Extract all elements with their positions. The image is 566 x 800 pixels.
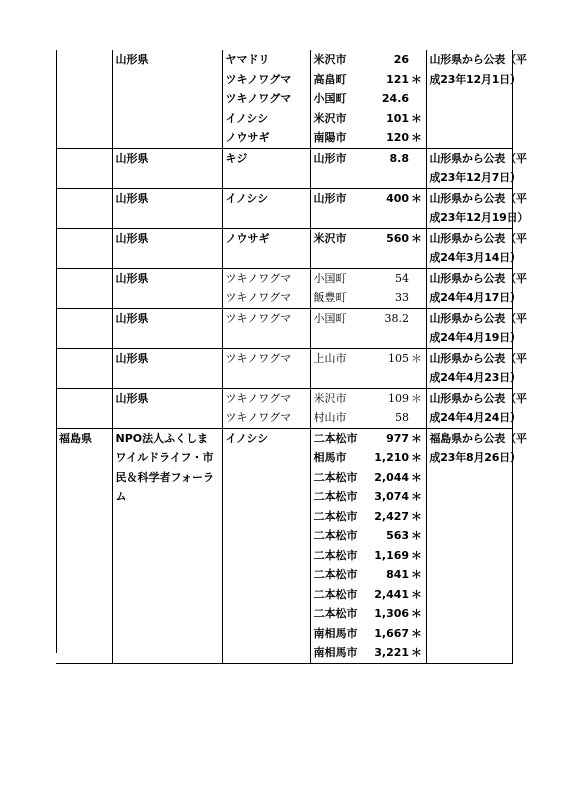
asterisk-mark: ＊ [411, 568, 423, 581]
source-note-cell [426, 308, 527, 348]
location-name: 米沢市 [313, 111, 347, 125]
source-note-line: 成23年12月19日） [429, 211, 529, 224]
prefecture-cell [56, 268, 112, 308]
location-name: 南相馬市 [313, 646, 358, 659]
source-note-line: 成24年3月14日） [429, 251, 521, 264]
location-value-entry [314, 526, 423, 546]
measured-value: 58 [395, 411, 410, 424]
organization-name: 山形県 [115, 311, 149, 325]
species-name: ツキノワグマ [225, 311, 292, 325]
asterisk-mark [409, 50, 422, 70]
location-value-cell [310, 50, 426, 148]
radiation-survey-table [56, 50, 529, 664]
location-value-cell [310, 268, 426, 308]
measured-value: 54 [395, 271, 410, 285]
asterisk-mark: ＊ [411, 431, 423, 445]
location-name: 二本松市 [313, 509, 358, 523]
species-cell [222, 50, 310, 148]
prefecture-cell [56, 308, 112, 348]
species-name: ツキノワグマ [225, 291, 292, 304]
asterisk-mark [409, 288, 422, 308]
species-name: イノシシ [225, 431, 269, 445]
species-cell [222, 428, 310, 663]
location-value-cell [310, 428, 426, 663]
species-name: ツキノワグマ [225, 391, 292, 405]
location-value-entry [314, 128, 423, 148]
measured-value: 1,667 [374, 626, 410, 640]
organization-name: 山形県 [115, 271, 149, 285]
location-name: 南陽市 [313, 131, 347, 144]
location-name: 二本松市 [313, 607, 358, 620]
measured-value: 33 [395, 291, 410, 304]
prefecture-cell [56, 188, 112, 228]
location-value-entry [314, 288, 423, 308]
measured-value: 400 [386, 191, 410, 205]
organization-cell [112, 308, 222, 348]
prefecture-cell [56, 228, 112, 268]
species-name: ツキノワグマ [225, 271, 292, 285]
location-name: 二本松市 [313, 431, 358, 445]
source-note-line: 山形県から公表（平 [429, 351, 527, 365]
location-name: 米沢市 [313, 231, 347, 245]
source-note-line: 山形県から公表（平 [429, 311, 527, 325]
location-value-entry [314, 109, 423, 129]
location-value-entry [314, 269, 423, 289]
asterisk-mark: ＊ [411, 587, 423, 601]
prefecture-cell [56, 428, 112, 663]
species-cell [222, 308, 310, 348]
location-value-entry [314, 468, 423, 488]
source-note-line: 山形県から公表（平 [429, 191, 527, 205]
species-cell [222, 188, 310, 228]
table-row [56, 228, 512, 268]
location-value-entry [314, 408, 423, 428]
location-name: 高畠町 [313, 72, 347, 86]
asterisk-mark: ＊ [411, 490, 423, 503]
table-row [56, 188, 512, 228]
asterisk-mark: ＊ [411, 470, 423, 484]
asterisk-mark: ＊ [411, 72, 423, 86]
measured-value: 24.6 [381, 92, 410, 105]
location-name: 山形市 [313, 191, 347, 205]
location-name: 二本松市 [313, 529, 358, 542]
asterisk-mark [409, 269, 422, 289]
asterisk-mark [409, 408, 422, 428]
location-name: 小国町 [313, 311, 347, 325]
source-note-cell [426, 188, 529, 228]
organization-name: 山形県 [115, 191, 149, 205]
species-cell [222, 228, 310, 268]
location-value-entry [314, 546, 423, 566]
asterisk-mark: ＊ [411, 646, 423, 659]
location-value-entry [314, 70, 423, 90]
table-row [56, 348, 512, 388]
asterisk-mark [409, 149, 422, 169]
measured-value: 841 [386, 568, 410, 581]
asterisk-mark [409, 89, 422, 109]
table-row [56, 268, 512, 308]
location-value-cell [310, 308, 426, 348]
species-name: ツキノワグマ [225, 411, 292, 424]
prefecture-name: 福島県 [59, 431, 92, 445]
measured-value: 563 [386, 529, 410, 542]
location-value-entry [314, 389, 423, 409]
asterisk-mark: ＊ [411, 607, 423, 620]
species-cell [222, 348, 310, 388]
organization-name: NPO法人ふくしまワイルドライフ・市民＆科学者フォーラム [115, 431, 214, 503]
source-note-line: 山形県から公表（平 [429, 151, 527, 165]
source-note-cell [426, 228, 527, 268]
location-value-entry [314, 643, 423, 663]
location-value-entry [314, 624, 423, 644]
measured-value: 3,221 [374, 646, 410, 659]
measured-value: 2,427 [374, 509, 410, 523]
measured-value: 3,074 [374, 490, 410, 503]
species-name: ノウサギ [225, 131, 270, 144]
asterisk-mark: ＊ [411, 548, 423, 562]
species-name: キジ [225, 151, 248, 165]
measured-value: 121 [386, 72, 410, 86]
source-note-line: 成24年4月24日） [429, 411, 521, 424]
measured-value: 120 [386, 131, 410, 144]
species-name: ツキノワグマ [225, 92, 292, 105]
organization-cell [112, 388, 222, 428]
location-value-entry [314, 309, 423, 329]
measured-value: 1,306 [374, 607, 410, 620]
source-note-cell [426, 268, 527, 308]
table-row [56, 428, 512, 663]
asterisk-mark: ＊ [411, 509, 423, 523]
species-cell [222, 388, 310, 428]
measured-value: 560 [386, 231, 410, 245]
source-note-line: 福島県から公表（平 [429, 431, 527, 445]
species-name: ヤマドリ [225, 53, 270, 66]
location-value-entry [314, 429, 423, 449]
location-name: 山形市 [313, 151, 347, 165]
location-value-entry [314, 585, 423, 605]
location-value-cell [310, 188, 426, 228]
organization-name: 山形県 [115, 351, 149, 365]
location-name: 飯豊町 [313, 291, 347, 304]
location-name: 米沢市 [313, 53, 347, 66]
measured-value: 8.8 [389, 151, 410, 165]
measured-value: 26 [393, 53, 410, 66]
source-note-line: 成24年4月23日） [429, 371, 521, 384]
source-note-line: 成24年4月19日） [429, 331, 521, 344]
location-value-entry [314, 50, 423, 70]
location-value-entry [314, 604, 423, 624]
location-name: 二本松市 [313, 470, 358, 484]
asterisk-mark [409, 309, 422, 329]
location-value-cell [310, 148, 426, 188]
table-row [56, 388, 512, 428]
location-name: 二本松市 [313, 490, 358, 503]
location-value-cell [310, 228, 426, 268]
asterisk-mark: ＊ [411, 191, 423, 205]
location-value-entry [314, 507, 423, 527]
source-note-cell [426, 148, 527, 188]
location-name: 上山市 [313, 351, 347, 365]
asterisk-mark: ＊ [411, 626, 423, 640]
organization-cell [112, 268, 222, 308]
location-name: 小国町 [313, 92, 347, 105]
species-name: イノシシ [225, 191, 269, 205]
location-name: 小国町 [313, 271, 347, 285]
species-name: イノシシ [225, 111, 269, 125]
measured-value: 105 [388, 351, 410, 365]
organization-name: 山形県 [115, 151, 149, 165]
species-name: ツキノワグマ [225, 351, 292, 365]
location-value-entry [314, 149, 423, 169]
species-cell [222, 268, 310, 308]
measured-value: 2,441 [374, 587, 410, 601]
asterisk-mark: ＊ [411, 529, 423, 542]
table-row [56, 308, 512, 348]
species-name: ツキノワグマ [225, 72, 292, 86]
location-value-entry [314, 189, 423, 209]
asterisk-mark: ＊ [411, 111, 423, 125]
asterisk-mark: ＊ [411, 391, 423, 405]
measured-value: 109 [388, 391, 410, 405]
source-note-line: 山形県から公表（平 [429, 271, 527, 285]
source-note-line: 成24年4月17日） [429, 291, 521, 304]
location-value-cell [310, 388, 426, 428]
location-name: 相馬市 [313, 451, 347, 464]
organization-cell [112, 348, 222, 388]
organization-name: 山形県 [115, 391, 149, 405]
prefecture-cell [56, 388, 112, 428]
source-note-cell [426, 50, 527, 148]
source-note-line: 成23年8月26日） [429, 451, 521, 464]
table-row [56, 50, 512, 148]
location-value-cell [310, 348, 426, 388]
location-value-entry [314, 565, 423, 585]
measured-value: 1,210 [374, 451, 410, 464]
organization-cell [112, 50, 222, 148]
organization-cell [112, 148, 222, 188]
source-note-line: 山形県から公表（平 [429, 53, 527, 66]
asterisk-mark: ＊ [411, 451, 423, 464]
source-note-line: 山形県から公表（平 [429, 231, 527, 245]
measured-value: 1,169 [374, 548, 410, 562]
asterisk-mark: ＊ [411, 131, 423, 144]
organization-name: 山形県 [115, 231, 149, 245]
asterisk-mark: ＊ [411, 351, 423, 365]
source-note-line: 成23年12月1日） [429, 72, 521, 86]
location-name: 二本松市 [313, 568, 358, 581]
location-name: 南相馬市 [313, 626, 358, 640]
location-value-entry [314, 487, 423, 507]
source-note-cell [426, 428, 527, 663]
location-value-entry [314, 229, 423, 249]
location-value-entry [314, 349, 423, 369]
table-row [56, 148, 512, 188]
measured-value: 101 [386, 111, 410, 125]
location-name: 村山市 [313, 411, 347, 424]
prefecture-cell [56, 148, 112, 188]
table-body [56, 50, 529, 663]
location-name: 二本松市 [313, 548, 358, 562]
source-note-line: 成23年12月7日） [429, 171, 521, 184]
species-name: ノウサギ [225, 231, 270, 245]
prefecture-cell [56, 50, 112, 148]
asterisk-mark: ＊ [411, 231, 423, 245]
organization-name: 山形県 [115, 53, 149, 66]
measured-value: 38.2 [384, 311, 410, 325]
source-note-line: 山形県から公表（平 [429, 391, 527, 405]
location-value-entry [314, 448, 423, 468]
source-note-cell [426, 388, 527, 428]
location-value-entry [314, 89, 423, 109]
measured-value: 2,044 [374, 470, 410, 484]
organization-cell [112, 188, 222, 228]
organization-cell [112, 228, 222, 268]
location-name: 米沢市 [313, 391, 347, 405]
measured-value: 977 [386, 431, 410, 445]
source-note-cell [426, 348, 527, 388]
species-cell [222, 148, 310, 188]
prefecture-cell [56, 348, 112, 388]
organization-cell [112, 428, 222, 663]
location-name: 二本松市 [313, 587, 358, 601]
